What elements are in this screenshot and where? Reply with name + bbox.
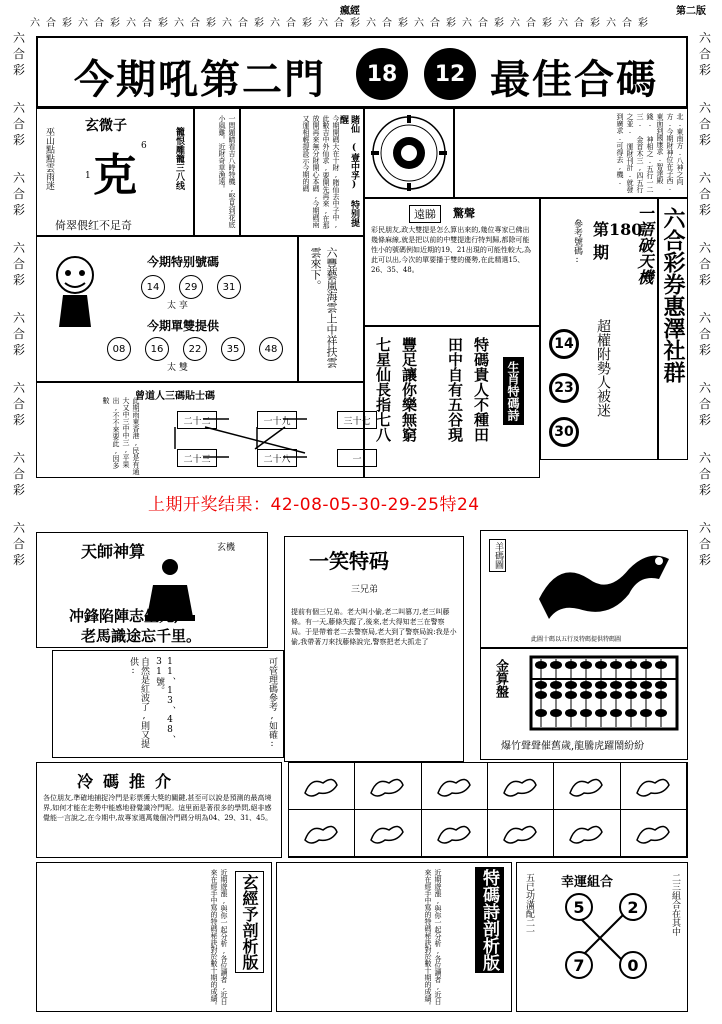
zodiac-animal-icon <box>633 771 673 801</box>
zodiac-animal-icon <box>633 818 673 848</box>
xuanwei-right-verse: 籠恨雕籠三八线 <box>174 127 184 190</box>
side-char: 六 <box>12 311 25 325</box>
zodiac-cell <box>488 810 554 857</box>
top-row-char: 彩 <box>158 18 172 29</box>
top-row-char: 合 <box>382 18 396 29</box>
tema-shi-text: 近期遊漲,與你一起分析,各位讀者,近日來在經手中寫的特碼秘訣對於數十期的成績。 <box>424 869 442 1009</box>
top-row-char: 彩 <box>398 18 412 29</box>
top-row-char: 彩 <box>110 18 124 29</box>
side-char: 合 <box>698 397 711 411</box>
slogan-verse: 超權附勢人被迷 <box>595 319 611 417</box>
top-row-char: 彩 <box>302 18 316 29</box>
xuanwei-side-note: 1 <box>85 171 91 181</box>
last-result: 上期开奖结果：42-08-05-30-29-25特24 <box>148 495 480 515</box>
header-mid: 瘋經 <box>340 6 360 17</box>
dragon-box <box>480 530 688 648</box>
lucky-num-ball: 7 <box>565 951 593 979</box>
side-char: 合 <box>12 397 25 411</box>
dragon-caption: 此圖十碼以五行及特碼提供特碼圖 <box>531 636 622 643</box>
pick-nums-row <box>141 275 261 299</box>
zodiac-animal-icon <box>434 818 474 848</box>
yixiao-box <box>284 536 464 762</box>
middle-verse-text: 一問題睛看吉八時特機,堅見到花底小風雞。近財奇草漁遠。 <box>218 115 236 228</box>
compass-text-box <box>454 108 688 198</box>
side-char: 六 <box>698 451 711 465</box>
title-left: 今期吼第二門 <box>74 56 326 103</box>
side-char: 彩 <box>698 63 711 77</box>
zodiac-animal-icon <box>500 818 540 848</box>
top-row-char: 彩 <box>494 18 508 29</box>
top-row-char: 合 <box>286 18 300 29</box>
cold-title: 冷碼推介 <box>77 772 182 791</box>
poem-col3: 田中自有五谷現 <box>446 337 464 442</box>
side-char: 合 <box>698 117 711 131</box>
side-char: 彩 <box>698 273 711 287</box>
zodiac-cell <box>488 763 554 810</box>
abacus-icon <box>529 655 679 731</box>
lucky-num-ball: 2 <box>619 893 647 921</box>
left-side-column <box>8 30 30 1020</box>
zodiac-cell <box>621 810 687 857</box>
side-char: 合 <box>698 467 711 481</box>
zodiac-cell <box>289 810 355 857</box>
slogan-period: 第180期 <box>593 220 643 262</box>
side-char: 彩 <box>12 553 25 567</box>
top-row-char: 彩 <box>590 18 604 29</box>
side-char: 合 <box>12 257 25 271</box>
dual-num-ball: 35 <box>221 337 245 361</box>
zodiac-animal-icon <box>566 818 606 848</box>
top-row-char: 合 <box>334 18 348 29</box>
side-char: 六 <box>698 381 711 395</box>
zodiac-cell <box>355 810 421 857</box>
top-row-char: 合 <box>190 18 204 29</box>
poems-box <box>364 326 540 478</box>
side-char: 六 <box>698 171 711 185</box>
lucky-box <box>516 862 688 1012</box>
side-char: 彩 <box>12 203 25 217</box>
compass-text: 北.東南方.八神之向方.今期財神位在子西. 東面到國康求.智達殿錢. 神相之.五行一二三. 金首木三,四五行之並. 運財刊計.就發到廣求.可得去,機. <box>616 113 684 193</box>
side-char: 彩 <box>698 133 711 147</box>
cold-text: 各位朋友,準確地捕捉冷門是彩票獲大獎的關鍵,甚至可以說是預測的最高境界,如何才能在走勢中能感地發覺識冷門呢。這里面是著很多的學問,絕非感覺能一言說之,在今期中,故專家選萬幾個冷門碼分明為04、29、31、45。 <box>43 794 273 822</box>
chain-box <box>36 382 371 478</box>
side-char: 合 <box>698 47 711 61</box>
chain-bottom-box: 二十八 <box>257 449 297 467</box>
gambling-text: 今期開碼大在十財,賭仙去中子中,此數吉中外仙求,要開先再來,在那放開再來無分財開心本碼,今期碼兩又運相輕提設示今期的碼 <box>302 115 340 229</box>
top-row-char: 六 <box>222 18 236 29</box>
luck-vertical2: 可管理碼參考,如確: <box>267 657 277 749</box>
chain-top-box: 三十七 <box>337 411 377 429</box>
slogan-ref-label: 參考號碼: <box>572 219 582 265</box>
zodiac-animal-icon <box>434 771 474 801</box>
side-char: 六 <box>12 171 25 185</box>
tianshi-box <box>36 532 268 648</box>
top-row-char: 六 <box>462 18 476 29</box>
poem-col2: 豐足讓你樂無窮 <box>400 337 418 442</box>
lottery-brand: 六合彩券惠澤社群 <box>660 207 686 383</box>
top-row-char: 六 <box>78 18 92 29</box>
side-char: 合 <box>698 537 711 551</box>
tianshi-title: 天師神算 <box>81 542 146 561</box>
zodiac-cell <box>554 763 620 810</box>
zodiac-animal-icon <box>301 818 341 848</box>
side-char: 合 <box>698 257 711 271</box>
top-row-char: 合 <box>430 18 444 29</box>
dual-num-ball: 22 <box>183 337 207 361</box>
side-char: 彩 <box>12 483 25 497</box>
lucky-num-ball: 0 <box>619 951 647 979</box>
top-row-char: 合 <box>46 18 60 29</box>
top-row-char: 六 <box>318 18 332 29</box>
title-num1: 18 <box>356 48 408 100</box>
side-char: 六 <box>12 101 25 115</box>
top-row-char: 六 <box>366 18 380 29</box>
abacus-label: 金算盤 <box>493 659 508 698</box>
lucky-right-vertical: 二三組合在其中 <box>670 873 680 936</box>
title-banner <box>36 36 688 108</box>
top-row-char: 彩 <box>206 18 220 29</box>
zodiac-cell <box>289 763 355 810</box>
lucky-left-vertical: 五已功滿配二一 <box>524 873 534 936</box>
side-char: 六 <box>698 101 711 115</box>
top-row-char: 六 <box>510 18 524 29</box>
side-char: 彩 <box>12 343 25 357</box>
title-num2: 12 <box>424 48 476 100</box>
xuanwei-bottom-verse: 倚翠偎红不足奇 <box>55 219 132 232</box>
shop-title: 遠睇 <box>409 205 441 223</box>
side-char: 彩 <box>12 413 25 427</box>
luck-box <box>52 650 284 758</box>
yixiao-title: 一笑特码 <box>309 549 389 573</box>
side-char: 彩 <box>698 483 711 497</box>
mascot-icon <box>45 251 105 331</box>
top-row-char: 合 <box>478 18 492 29</box>
slogan-num-ball: 14 <box>549 329 579 359</box>
side-char: 六 <box>12 451 25 465</box>
xuanwei-box <box>36 108 194 236</box>
side-char: 六 <box>698 311 711 325</box>
zodiac-cell <box>422 763 488 810</box>
tema-shi-title: 特碼詩剖析版 <box>475 867 504 973</box>
pick-nums-title: 今期特别號碼 <box>147 255 220 269</box>
side-char: 彩 <box>12 273 25 287</box>
side-char: 六 <box>698 241 711 255</box>
verse-side-box <box>298 236 364 382</box>
top-row-char: 彩 <box>638 18 652 29</box>
side-char: 合 <box>12 537 25 551</box>
gambling-title: 賭仙 (壹中孚) 特别提醒 <box>338 115 359 227</box>
zodiac-animal-icon <box>367 771 407 801</box>
side-char: 六 <box>12 31 25 45</box>
pick-dual-row <box>107 337 297 361</box>
top-row-char: 六 <box>606 18 620 29</box>
tianshi-tag: 玄機 <box>217 543 236 553</box>
xuanwei-big-char: 克 <box>93 150 137 201</box>
side-char: 彩 <box>698 343 711 357</box>
top-row-char: 六 <box>558 18 572 29</box>
zodiac-cell <box>554 810 620 857</box>
side-char: 合 <box>12 187 25 201</box>
middle-verse-box <box>194 108 240 236</box>
xuanjing-text: 近期遊漲,與你一起分析,各位讀者,近日來在經手中寫的特碼秘訣對於數十期的成績。 <box>210 869 228 1009</box>
top-row-char: 合 <box>94 18 108 29</box>
chain-left-text: 此期雨東香港,民是有通大又中三中中三,平果出,不不來要此,因多數 <box>102 397 140 475</box>
right-side-column <box>694 30 716 1020</box>
side-char: 合 <box>12 467 25 481</box>
zodiac-cell <box>355 763 421 810</box>
header-right: 第二版 <box>676 6 706 17</box>
zodiac-grid <box>288 762 688 858</box>
luck-vertical1: 自然是紅波了,則又提供: <box>128 657 149 748</box>
top-row-char: 彩 <box>350 18 364 29</box>
side-char: 合 <box>12 117 25 131</box>
pick-num-ball: 29 <box>179 275 203 299</box>
pick-dual-note: 太 雙 <box>167 363 188 373</box>
abacus-box <box>480 648 688 760</box>
chain-top-box: 一十九 <box>257 411 297 429</box>
side-char: 彩 <box>12 133 25 147</box>
slogan-box <box>540 198 658 460</box>
abacus-caption: 爆竹聲聲催舊歲,龍騰虎躍鬧紛紛 <box>501 741 645 752</box>
dual-num-ball: 16 <box>145 337 169 361</box>
slogan-line1: 一語破天機 <box>635 205 654 285</box>
side-char: 六 <box>12 521 25 535</box>
side-char: 六 <box>12 381 25 395</box>
shop-text: 彩民朋友,政大雙提是怎么算出來的,幾位專家已佛出幾條麻線,就是把以前的中雙提進行特判歸,都除可能性小的號碼例如近期的19、21出現的可能性較大,為此可以出,今次的單要播于雙的優勢,在此精選15、26、35、48。 <box>371 226 532 274</box>
xuanwei-superscript: 6 <box>141 141 147 151</box>
poem-badge: 生肖特碼詩 <box>503 357 524 425</box>
zodiac-cell <box>422 810 488 857</box>
side-char: 合 <box>698 187 711 201</box>
picks-box <box>36 236 298 382</box>
tianshi-line2: 老馬識途忘千里。 <box>81 627 202 645</box>
top-row-char: 合 <box>622 18 636 29</box>
dual-num-ball: 48 <box>259 337 283 361</box>
pick-num-ball: 14 <box>141 275 165 299</box>
xuanjing-box <box>36 862 272 1012</box>
pick-dual-title: 今期單雙提供 <box>147 319 220 333</box>
yixiao-text: 提前有個三兄弟。老大叫小偷,老二叫篡刀,老三叫藤條。有一天,藤條失蹤了,後來,老大得知老三在警察局。于是帶着老二去警察局,老大到了警察局說:我是小偷,我帶著刀來找藤條說完,警察把老大抓走了 <box>291 608 457 646</box>
side-char: 彩 <box>698 553 711 567</box>
tema-shi-box <box>276 862 512 1012</box>
side-char: 合 <box>12 47 25 61</box>
top-row-char: 合 <box>574 18 588 29</box>
top-row-char: 彩 <box>542 18 556 29</box>
shop-box <box>364 198 540 326</box>
luck-nums: 11、13、48、31號。 <box>154 657 175 744</box>
chain-bottom-box: 一 <box>337 449 377 467</box>
dragon-label: 羊碼圖 <box>489 539 506 572</box>
side-char: 彩 <box>698 413 711 427</box>
slogan-nums <box>545 329 585 459</box>
dragon-icon <box>529 539 679 629</box>
zodiac-animal-icon <box>367 818 407 848</box>
top-row-char: 彩 <box>62 18 76 29</box>
xuanjing-title: 玄經予剖析版 <box>235 871 264 973</box>
zodiac-animal-icon <box>301 771 341 801</box>
chain-bottom-box: 二十三 <box>177 449 217 467</box>
pick-num-ball: 31 <box>217 275 241 299</box>
gambling-box <box>240 108 364 236</box>
top-row-char: 彩 <box>254 18 268 29</box>
top-border-row <box>30 14 696 34</box>
pick-nums-note: 太 享 <box>167 301 188 311</box>
zodiac-animal-icon <box>500 771 540 801</box>
yixiao-sub: 三兄弟 <box>351 585 379 595</box>
top-row-char: 合 <box>526 18 540 29</box>
cold-box <box>36 762 282 858</box>
side-char: 合 <box>698 327 711 341</box>
zodiac-animal-icon <box>566 771 606 801</box>
lottery-brand-box <box>658 198 688 460</box>
poem-col1: 七星仙長指七八 <box>374 337 392 442</box>
side-char: 彩 <box>12 63 25 77</box>
chain-title: 曾道人三碼貼士碼 <box>135 391 215 402</box>
top-row-char: 合 <box>142 18 156 29</box>
lucky-num-ball: 5 <box>565 893 593 921</box>
shop-subtitle: 驚聲 <box>453 207 475 220</box>
tianshi-line1: 冲鋒陷陣志生死, <box>69 607 180 625</box>
slogan-num-ball: 30 <box>549 417 579 447</box>
xuanwei-heading: 玄微子 <box>85 118 127 134</box>
title-right: 最佳合碼 <box>490 56 658 103</box>
top-row-char: 六 <box>30 18 44 29</box>
top-row-char: 合 <box>238 18 252 29</box>
top-row-char: 六 <box>174 18 188 29</box>
xuanwei-left-verse: 巫山點點雲雨迷 <box>44 127 54 190</box>
top-row-char: 六 <box>414 18 428 29</box>
chain-top-box: 二十二 <box>177 411 217 429</box>
top-row-char: 六 <box>126 18 140 29</box>
zodiac-cell <box>621 763 687 810</box>
slogan-num-ball: 23 <box>549 373 579 403</box>
side-char: 合 <box>12 327 25 341</box>
lucky-title: 幸運組合 <box>561 875 614 890</box>
compass-icon <box>365 109 453 197</box>
compass-box <box>364 108 454 198</box>
verse-side-text: 六豐藝嵐海雲上中祥扶雲雲來下。 <box>309 247 338 368</box>
dual-num-ball: 08 <box>107 337 131 361</box>
side-char: 彩 <box>698 203 711 217</box>
side-char: 六 <box>12 241 25 255</box>
side-char: 六 <box>698 31 711 45</box>
top-row-char: 六 <box>270 18 284 29</box>
poem-col4: 特碼貴人不種田 <box>472 337 490 442</box>
top-row-char: 彩 <box>446 18 460 29</box>
side-char: 六 <box>698 521 711 535</box>
